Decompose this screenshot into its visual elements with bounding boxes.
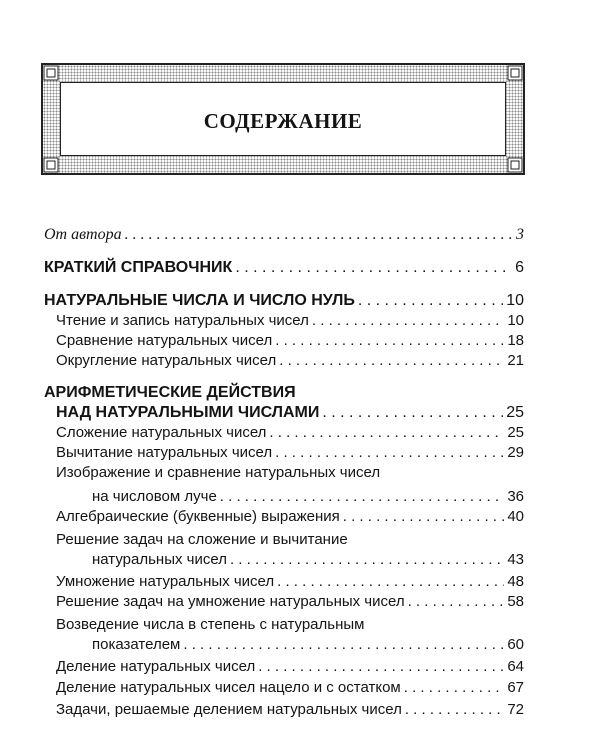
toc-entry-title: Чтение и запись натуральных чисел bbox=[56, 312, 309, 329]
toc-entry bbox=[44, 351, 524, 371]
corner-ornament-top-left bbox=[43, 65, 59, 81]
toc-entry bbox=[44, 487, 524, 507]
toc-entry-title: Решение задач на умножение натуральных чисел bbox=[56, 593, 405, 610]
toc-entry bbox=[44, 507, 524, 527]
toc-entry-title: Решение задач на сложение и вычитание bbox=[56, 531, 348, 548]
toc-entry-title: Задачи, решаемые делением натуральных чисел bbox=[56, 701, 402, 718]
toc-entry-title: АРИФМЕТИЧЕСКИЕ ДЕЙСТВИЯ bbox=[44, 384, 296, 401]
dot-leader bbox=[235, 258, 512, 278]
toc-entry-page-number: 72 bbox=[507, 701, 524, 718]
corner-ornament-bottom-right bbox=[507, 157, 523, 173]
toc-entry-page-number: 64 bbox=[507, 658, 524, 675]
toc-entry-page-number: 58 bbox=[507, 593, 524, 610]
toc-entry-title: От автора bbox=[44, 226, 122, 243]
toc-entry bbox=[44, 291, 524, 311]
page-title: СОДЕРЖАНИЕ bbox=[203, 109, 363, 133]
dot-leader bbox=[404, 678, 505, 698]
toc-entry-title: НАТУРАЛЬНЫЕ ЧИСЛА И ЧИСЛО НУЛЬ bbox=[44, 292, 355, 309]
toc-entry bbox=[44, 383, 524, 403]
dot-leader bbox=[279, 351, 504, 371]
corner-ornament-bottom-left bbox=[43, 157, 59, 173]
toc-entry bbox=[44, 225, 524, 245]
dot-leader bbox=[220, 487, 505, 507]
toc-entry-page-number: 10 bbox=[507, 312, 524, 329]
toc-entry bbox=[44, 423, 524, 443]
toc-entry bbox=[44, 403, 524, 423]
toc-entry bbox=[44, 572, 524, 592]
dot-leader bbox=[408, 592, 505, 612]
dot-leader bbox=[230, 550, 504, 570]
dot-leader bbox=[358, 291, 503, 311]
toc-entry-page-number: 6 bbox=[515, 259, 524, 276]
toc-entry-page-number: 43 bbox=[507, 551, 524, 568]
toc-entry bbox=[44, 700, 524, 720]
toc-entry-title: Умножение натуральных чисел bbox=[56, 573, 275, 590]
dot-leader bbox=[125, 225, 513, 245]
toc-entry-page-number: 29 bbox=[507, 444, 524, 461]
toc-entry-title: Возведение числа в степень с натуральным bbox=[56, 616, 365, 633]
toc-entry bbox=[44, 331, 524, 351]
dot-leader bbox=[275, 331, 504, 351]
toc-entry-title: Округление натуральных чисел bbox=[56, 352, 277, 369]
toc-entry-page-number: 25 bbox=[506, 404, 524, 421]
dot-leader bbox=[258, 657, 504, 677]
corner-ornament-top-right bbox=[507, 65, 523, 81]
toc-entry-page-number: 25 bbox=[507, 424, 524, 441]
toc-entry-title: на числовом луче bbox=[92, 488, 217, 505]
dot-leader bbox=[277, 572, 504, 592]
dot-leader bbox=[405, 700, 504, 720]
toc-entry-title: Деление натуральных чисел bbox=[56, 658, 256, 675]
dot-leader bbox=[343, 507, 505, 527]
toc-entry bbox=[44, 463, 524, 483]
toc-entry-title: показателем bbox=[92, 636, 181, 653]
dot-leader bbox=[322, 403, 503, 423]
toc-entry bbox=[44, 592, 524, 612]
toc-entry bbox=[44, 550, 524, 570]
title-frame bbox=[41, 63, 525, 175]
toc-entry-title: Деление натуральных чисел нацело и с остатком bbox=[56, 679, 401, 696]
toc-entry-title: Алгебраические (буквенные) выражения bbox=[56, 508, 340, 525]
dot-leader bbox=[183, 635, 504, 655]
toc-entry-page-number: 40 bbox=[507, 508, 524, 525]
toc-entry-page-number: 48 bbox=[507, 573, 524, 590]
toc-entry-page-number: 21 bbox=[507, 352, 524, 369]
toc-entry-title: Сравнение натуральных чисел bbox=[56, 332, 273, 349]
toc-entry bbox=[44, 311, 524, 331]
toc-entry-title: Изображение и сравнение натуральных чисел bbox=[56, 464, 381, 481]
dot-leader bbox=[269, 423, 504, 443]
dot-leader bbox=[275, 443, 504, 463]
toc-entry-page-number: 67 bbox=[507, 679, 524, 696]
toc-entry-page-number: 10 bbox=[506, 292, 524, 309]
toc-entry-title: Вычитание натуральных чисел bbox=[56, 444, 273, 461]
toc-entry-title: КРАТКИЙ СПРАВОЧНИК bbox=[44, 259, 233, 276]
toc-entry-page-number: 18 bbox=[507, 332, 524, 349]
toc-entry bbox=[44, 657, 524, 677]
toc-entry bbox=[44, 443, 524, 463]
toc-entry bbox=[44, 530, 524, 550]
toc-entry-page-number: 36 bbox=[507, 488, 524, 505]
toc-entry-title: натуральных чисел bbox=[92, 551, 227, 568]
toc-entry-title: Сложение натуральных чисел bbox=[56, 424, 267, 441]
toc-entry bbox=[44, 615, 524, 635]
toc-entry bbox=[44, 635, 524, 655]
toc-entry bbox=[44, 258, 524, 278]
toc-entry-title: НАД НАТУРАЛЬНЫМИ ЧИСЛАМИ bbox=[56, 404, 320, 421]
dot-leader bbox=[312, 311, 504, 331]
toc-entry-page-number: 3 bbox=[516, 226, 524, 243]
toc-entry bbox=[44, 678, 524, 698]
toc-entry-page-number: 60 bbox=[507, 636, 524, 653]
